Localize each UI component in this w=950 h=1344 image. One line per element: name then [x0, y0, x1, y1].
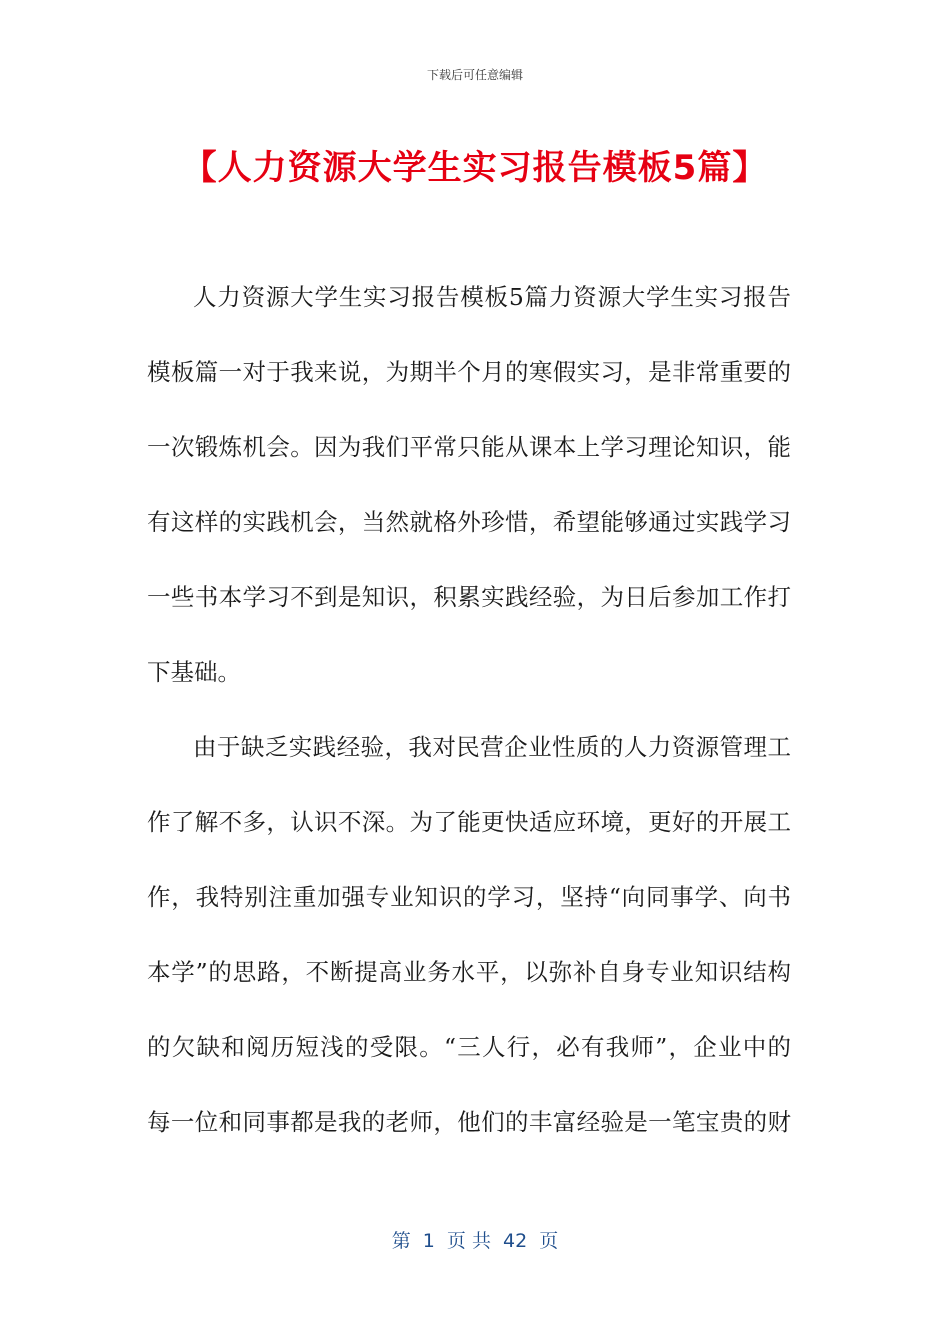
- paragraph-1-line-2: 模板篇一对于我来说，为期半个月的寒假实习，是非常重要的: [147, 358, 791, 386]
- paragraph-2-line-5: 的欠缺和阅历短浅的受限。“三人行，必有我师”，企业中的: [147, 1033, 791, 1061]
- paragraph-2-line-6: 每一位和同事都是我的老师，他们的丰富经验是一笔宝贵的财: [147, 1108, 791, 1136]
- paragraph-2-line-3: 作，我特别注重加强专业知识的学习，坚持“向同事学、向书: [147, 883, 791, 911]
- paragraph-1-line-5: 一些书本学习不到是知识，积累实践经验，为日后参加工作打: [147, 583, 791, 611]
- paragraph-1-line-4: 有这样的实践机会，当然就格外珍惜，希望能够通过实践学习: [147, 508, 791, 536]
- body-text: [147, 260, 791, 1160]
- paragraph-2-line-2: 作了解不多，认识不深。为了能更快适应环境，更好的开展工: [147, 808, 791, 836]
- paragraph-1-line-6: 下基础。: [147, 658, 241, 686]
- paragraph-1-line-3: 一次锻炼机会。因为我们平常只能从课本上学习理论知识，能: [147, 433, 791, 461]
- header-note: 下载后可任意编辑: [426, 68, 523, 82]
- document-title: 【人力资源大学生实习报告模板5篇】: [182, 148, 768, 188]
- page-footer: 第 1 页 共 42 页: [391, 1230, 559, 1252]
- paragraph-2-line-1: 由于缺乏实践经验，我对民营企业性质的人力资源管理工: [193, 733, 791, 761]
- paragraph-2-line-4: 本学”的思路，不断提高业务水平，以弥补自身专业知识结构: [147, 958, 791, 986]
- paragraph-1-line-1: 人力资源大学生实习报告模板5篇力资源大学生实习报告: [193, 283, 791, 311]
